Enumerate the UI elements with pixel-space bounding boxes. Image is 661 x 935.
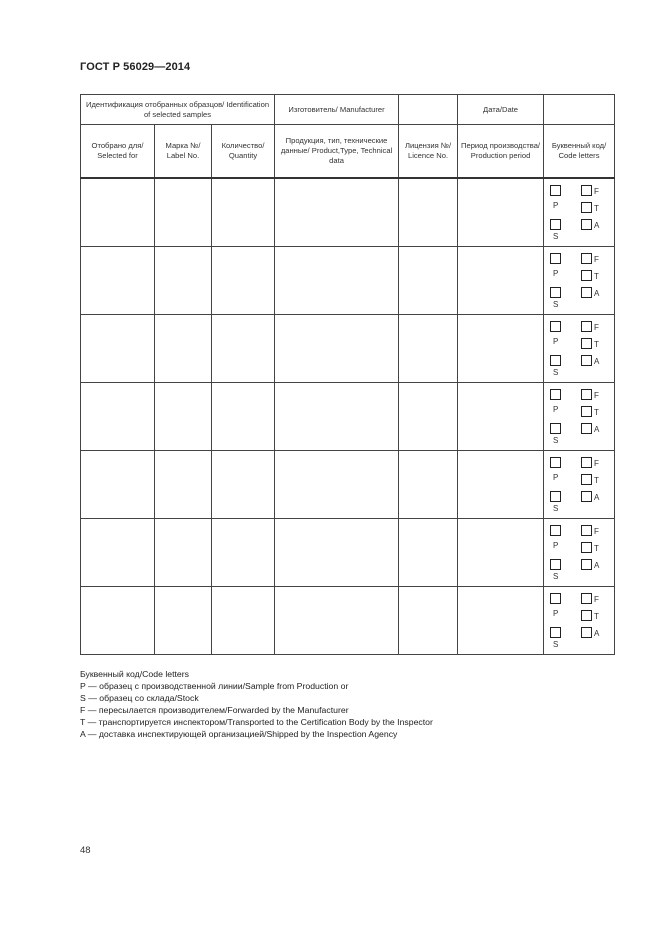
checkbox-p[interactable] [550,389,561,400]
cell-production-period[interactable] [458,587,544,655]
legend-item-p: P — образец с производственной линии/Sample from Production or [80,681,349,691]
col-header-production-period: Период производства/ Production period [458,125,544,179]
cell-licence-no[interactable] [399,451,458,519]
legend-item-t: T — транспортируется инспектором/Transported to the Certification Body by the Inspector [80,717,433,727]
cell-product[interactable] [275,587,399,655]
code-letter-p: P [553,609,559,618]
checkbox-a[interactable] [581,559,592,570]
cell-label-no[interactable] [155,383,212,451]
col-header-selected-for: Отобрано для/ Selected for [81,125,155,179]
code-letter-s: S [553,232,559,241]
cell-quantity[interactable] [212,451,275,519]
code-letter-p: P [553,337,559,346]
cell-code-letters [544,315,615,383]
cell-selected-for[interactable] [81,587,155,655]
cell-code-letters [544,178,615,247]
cell-label-no[interactable] [155,587,212,655]
header-manufacturer: Изготовитель/ Manufacturer [275,95,399,125]
cell-selected-for[interactable] [81,383,155,451]
cell-licence-no[interactable] [399,247,458,315]
legend-item-a: A — доставка инспектирующей организацией/Shipped by the Inspection Agency [80,729,398,739]
col-header-product: Продукция, тип, технические данные/ Product,Type, Technical data [275,125,399,179]
checkbox-t[interactable] [581,270,592,281]
code-letter-f: F [594,459,599,468]
checkbox-t[interactable] [581,542,592,553]
checkbox-s[interactable] [550,423,561,434]
legend-item-s: S — образец со склада/Stock [80,693,199,703]
cell-licence-no[interactable] [399,519,458,587]
checkbox-p[interactable] [550,253,561,264]
cell-code-letters [544,587,615,655]
cell-code-letters [544,247,615,315]
code-letter-t: T [594,340,599,349]
cell-production-period[interactable] [458,247,544,315]
checkbox-a[interactable] [581,287,592,298]
cell-product[interactable] [275,519,399,587]
checkbox-t[interactable] [581,202,592,213]
code-letter-p: P [553,541,559,550]
code-letter-s: S [553,640,559,649]
cell-code-letters [544,519,615,587]
code-letter-f: F [594,255,599,264]
cell-label-no[interactable] [155,519,212,587]
code-letter-t: T [594,408,599,417]
checkbox-a[interactable] [581,423,592,434]
checkbox-t[interactable] [581,338,592,349]
cell-product[interactable] [275,247,399,315]
code-letter-p: P [553,473,559,482]
cell-label-no[interactable] [155,247,212,315]
checkbox-a[interactable] [581,355,592,366]
code-letter-a: A [594,629,600,638]
header-date: Дата/Date [458,95,544,125]
cell-label-no[interactable] [155,451,212,519]
checkbox-t[interactable] [581,406,592,417]
cell-code-letters [544,383,615,451]
col-header-label-no: Марка №/ Label No. [155,125,212,179]
cell-selected-for[interactable] [81,247,155,315]
code-letter-s: S [553,368,559,377]
checkbox-a[interactable] [581,627,592,638]
checkbox-p[interactable] [550,321,561,332]
checkbox-f[interactable] [581,321,592,332]
checkbox-p[interactable] [550,457,561,468]
table-row [81,247,615,315]
code-letter-a: A [594,357,600,366]
cell-quantity[interactable] [212,383,275,451]
code-letter-p: P [553,269,559,278]
code-letter-t: T [594,204,599,213]
code-letter-t: T [594,544,599,553]
code-letter-t: T [594,612,599,621]
cell-label-no[interactable] [155,315,212,383]
checkbox-s[interactable] [550,491,561,502]
checkbox-p[interactable] [550,525,561,536]
cell-quantity[interactable] [212,178,275,247]
checkbox-f[interactable] [581,389,592,400]
code-letter-a: A [594,221,600,230]
table-row [81,587,615,655]
checkbox-t[interactable] [581,474,592,485]
cell-code-letters [544,451,615,519]
cell-selected-for[interactable] [81,178,155,247]
cell-production-period[interactable] [458,519,544,587]
cell-quantity[interactable] [212,519,275,587]
cell-licence-no[interactable] [399,587,458,655]
code-letter-a: A [594,289,600,298]
checkbox-f[interactable] [581,185,592,196]
cell-product[interactable] [275,451,399,519]
cell-product[interactable] [275,383,399,451]
code-letter-a: A [594,493,600,502]
checkbox-s[interactable] [550,559,561,570]
cell-production-period[interactable] [458,451,544,519]
checkbox-s[interactable] [550,355,561,366]
cell-selected-for[interactable] [81,451,155,519]
code-letter-s: S [553,436,559,445]
sample-identification-table [80,94,615,655]
cell-product[interactable] [275,178,399,247]
cell-quantity[interactable] [212,587,275,655]
checkbox-f[interactable] [581,593,592,604]
col-header-code-letters: Буквенный код/ Code letters [544,125,615,179]
code-letter-f: F [594,187,599,196]
code-letter-f: F [594,527,599,536]
header-empty-licence [399,95,458,125]
table-row [81,315,615,383]
cell-production-period[interactable] [458,178,544,247]
checkbox-f[interactable] [581,457,592,468]
table-row [81,178,615,247]
checkbox-f[interactable] [581,525,592,536]
legend-title: Буквенный код/Code letters [80,669,189,679]
code-letter-s: S [553,300,559,309]
checkbox-s[interactable] [550,627,561,638]
code-letter-f: F [594,391,599,400]
cell-licence-no[interactable] [399,383,458,451]
code-letter-a: A [594,425,600,434]
cell-quantity[interactable] [212,315,275,383]
checkbox-f[interactable] [581,253,592,264]
code-letter-a: A [594,561,600,570]
table-row [81,383,615,451]
code-letter-p: P [553,405,559,414]
code-letter-f: F [594,323,599,332]
code-letter-t: T [594,272,599,281]
checkbox-p[interactable] [550,593,561,604]
cell-licence-no[interactable] [399,178,458,247]
checkbox-a[interactable] [581,491,592,502]
header-empty-code [544,95,615,125]
cell-label-no[interactable] [155,178,212,247]
checkbox-t[interactable] [581,610,592,621]
page-number: 48 [80,845,91,856]
header-identification: Идентификация отобранных образцов/ Identification of selected samples [81,95,275,125]
code-letters-legend [80,668,433,740]
cell-selected-for[interactable] [81,315,155,383]
code-letter-p: P [553,201,559,210]
table-row [81,451,615,519]
legend-item-f: F — пересылается производителем/Forwarded by the Manufacturer [80,705,349,715]
code-letter-t: T [594,476,599,485]
code-letter-s: S [553,572,559,581]
cell-quantity[interactable] [212,247,275,315]
cell-production-period[interactable] [458,315,544,383]
checkbox-p[interactable] [550,185,561,196]
cell-production-period[interactable] [458,383,544,451]
code-letter-f: F [594,595,599,604]
document-title: ГОСТ Р 56029—2014 [80,61,191,73]
col-header-quantity: Количество/ Quantity [212,125,275,179]
table-row [81,519,615,587]
code-letter-s: S [553,504,559,513]
cell-product[interactable] [275,315,399,383]
checkbox-s[interactable] [550,219,561,230]
checkbox-s[interactable] [550,287,561,298]
table-body [81,178,615,655]
cell-selected-for[interactable] [81,519,155,587]
cell-licence-no[interactable] [399,315,458,383]
checkbox-a[interactable] [581,219,592,230]
col-header-licence-no: Лицензия №/ Licence No. [399,125,458,179]
